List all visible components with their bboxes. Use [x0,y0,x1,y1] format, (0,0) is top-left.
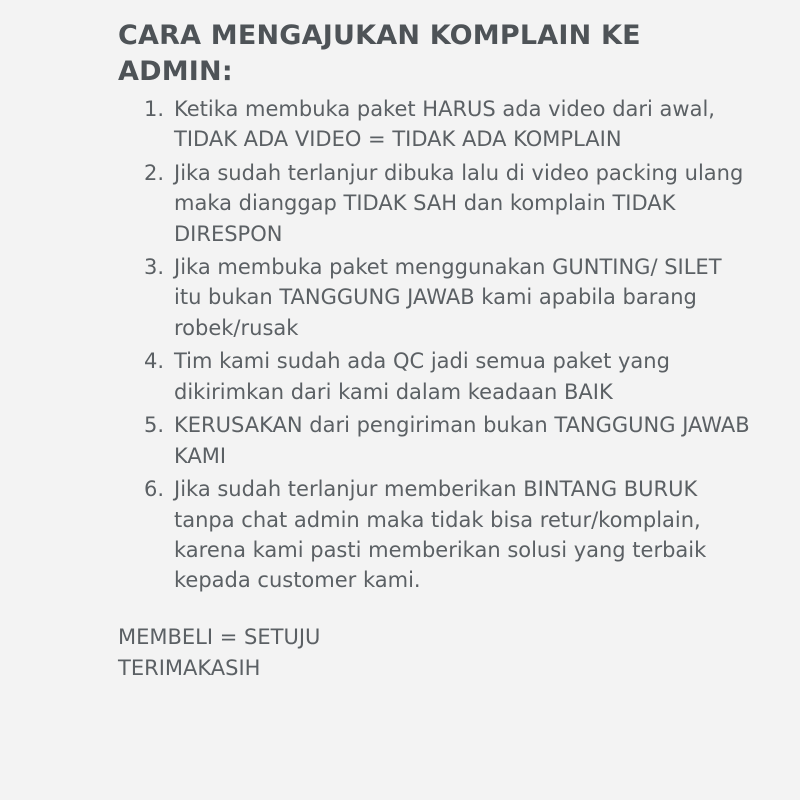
list-item-text: KERUSAKAN dari pengiriman bukan TANGGUNG JAWAB KAMI [174,413,750,468]
rules-list [118,94,754,596]
list-item [118,346,754,407]
list-item-text: Jika sudah terlanjur dibuka lalu di video packing ulang maka dianggap TIDAK SAH dan komplain TIDAK DIRESPON [174,160,744,246]
footer-line-agreement: MEMBELI = SETUJU [118,624,321,649]
list-item-text: Tim kami sudah ada QC jadi semua paket yang dikirimkan dari kami dalam keadaan BAIK [174,349,670,404]
list-item [118,252,754,343]
page-title: CARA MENGAJUKAN KOMPLAIN KE ADMIN: [118,20,641,87]
list-item-number: 6. [143,477,164,502]
footer-block [118,622,754,685]
list-item-number: 3. [143,255,164,279]
list-item-number: 4. [143,349,164,374]
list-item [118,158,754,249]
list-item-text: Jika membuka paket menggunakan GUNTING/ SILET itu bukan TANGGUNG JAWAB kami apabila barang robek/rusak [174,255,722,340]
list-item-number: 1. [143,96,164,121]
list-item-text: Jika sudah terlanjur memberikan BINTANG BURUK tanpa chat admin maka tidak bisa retur/komplain, karena kami pasti memberikan solusi yang terbaik kepada customer kami. [174,477,707,593]
list-item-text: Ketika membuka paket HARUS ada video dari awal, TIDAK ADA VIDEO = TIDAK ADA KOMPLAIN [174,96,715,152]
footer-line-thanks: TERIMAKASIH [118,656,261,681]
list-item [118,94,754,155]
list-item [118,474,754,596]
list-item-number: 5. [143,413,164,438]
list-item-number: 2. [143,160,164,185]
list-item [118,410,754,471]
